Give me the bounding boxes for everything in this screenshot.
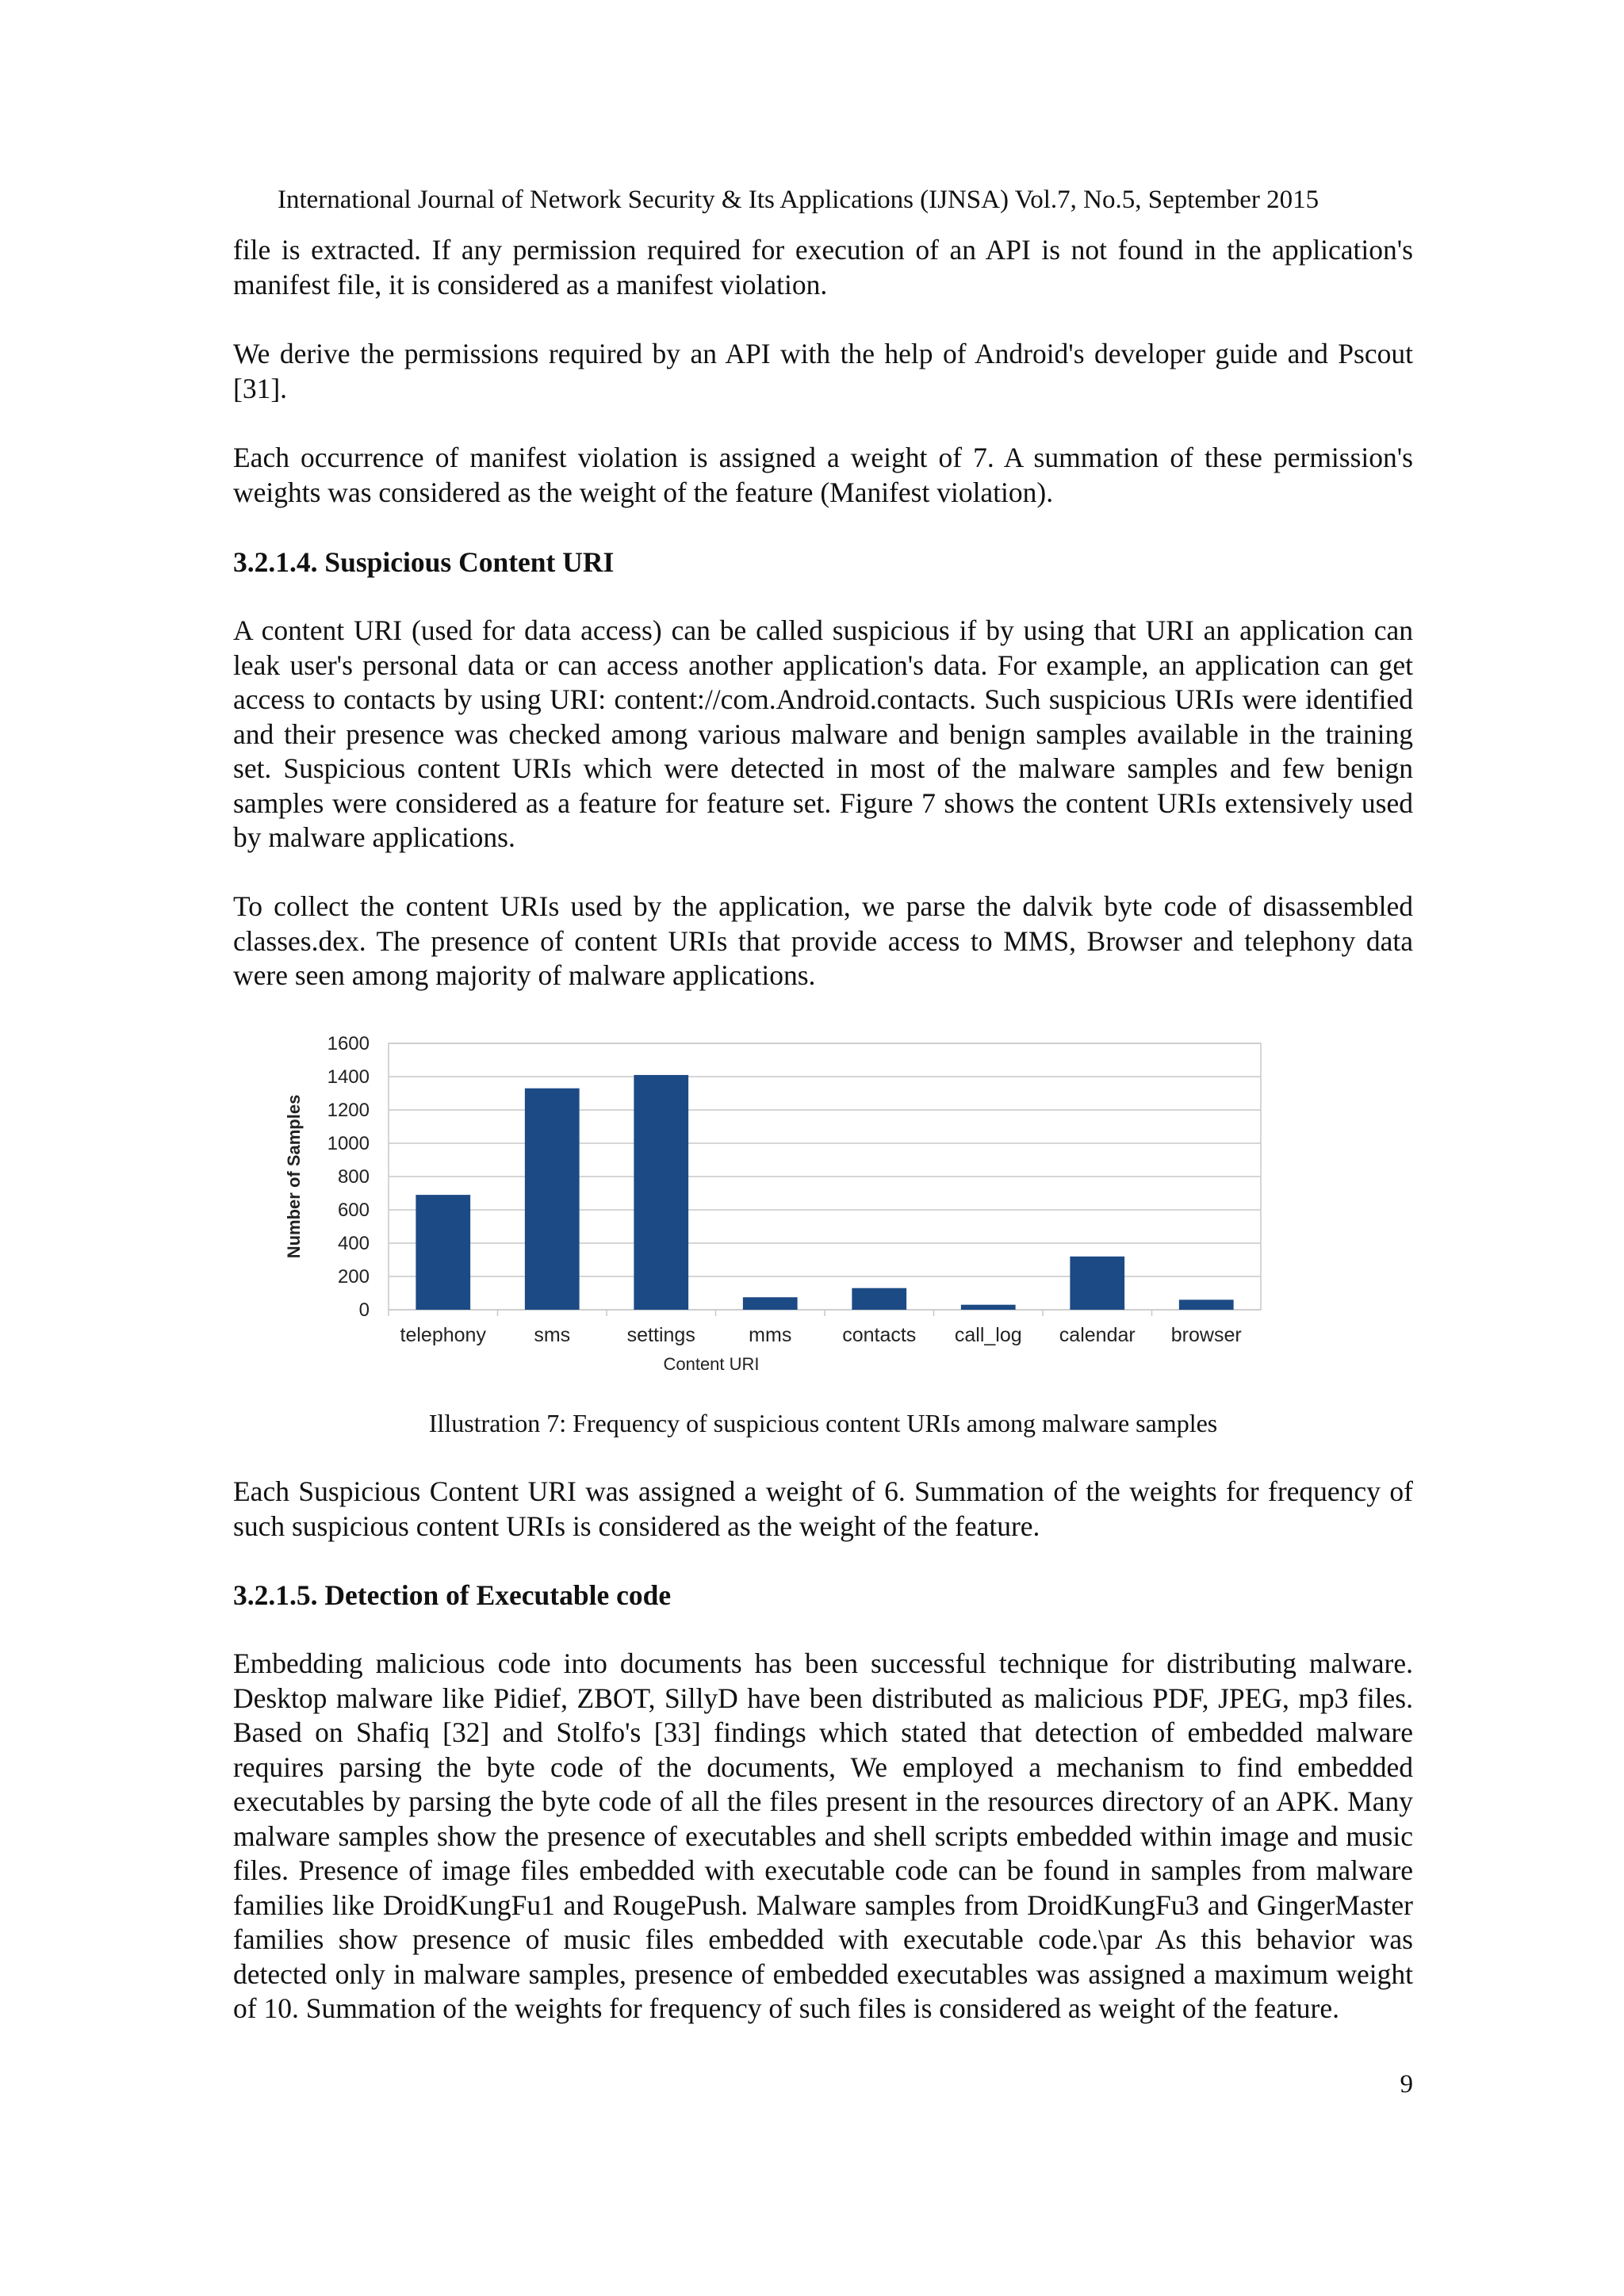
bar-telephony [416, 1195, 470, 1310]
bar-browser [1179, 1299, 1234, 1310]
paragraph-dalvik: To collect the content URIs used by the application, we parse the dalvik byte code of disassembled classes.dex. The presence of content URIs that provide access to MMS, Browser and telephony data were seen among majority of malware applications. [233, 890, 1413, 991]
section-heading-executable-code: 3.2.1.5. Detection of Executable code [233, 1579, 672, 1611]
x-tick-label: telephony [400, 1324, 486, 1346]
bar-settings [634, 1075, 688, 1310]
y-axis-ticks [327, 1033, 370, 1321]
chart-grid [389, 1043, 1261, 1310]
x-axis-ticks [389, 1310, 1242, 1346]
section-heading-content-uri: 3.2.1.4. Suspicious Content URI [233, 546, 615, 578]
y-tick-label: 800 [337, 1166, 370, 1188]
figure-content-uri-chart [278, 1015, 1293, 1387]
paragraph-uri-weight: Each Suspicious Content URI was assigned a weight of 6. Summation of the weights for frequency of such suspicious content URIs is considered as the weight of the feature. [233, 1475, 1413, 1542]
paragraph-executable-code: Embedding malicious code into documents has been successful technique for distributing malware. Desktop malware like Pidief, ZBOT, SillyD have been distributed as malicious PDF, JPEG, mp3 files. Based on Shafiq [32] and Stolfo's [33] findings which stated that detection of embedded malware requires parsing the byte code of the documents, We employed a mechanism to find embedded executables by parsing the byte code of all the files present in the resources directory of an APK. Many malware samples show the presence of executables and shell scripts embedded within image and music files. Presence of image files embedded with executable code can be found in samples from malware families like DroidKungFu1 and RougePush. Malware samples from DroidKungFu3 and GingerMaster families show presence of music files embedded with executable code.\par As this behavior was detected only in malware samples, presence of embedded executables was assigned a maximum weight of 10. Summation of the weights for frequency of such files is considered as weight of the feature. [233, 1647, 1413, 2024]
paragraph-permissions: We derive the permissions required by an API with the help of Android's developer guide and Pscout [31]. [233, 338, 1413, 404]
x-tick-label: mms [749, 1324, 792, 1346]
bar-mms [743, 1297, 798, 1310]
y-tick-label: 0 [358, 1299, 370, 1321]
x-axis-label: Content URI [663, 1354, 760, 1374]
y-tick-label: 1600 [327, 1033, 370, 1054]
y-tick-label: 1400 [327, 1066, 370, 1088]
x-tick-label: sms [534, 1324, 571, 1346]
bar-calendar [1070, 1257, 1124, 1310]
y-tick-label: 400 [337, 1233, 370, 1254]
x-tick-label: call_log [954, 1324, 1022, 1346]
paragraph-content-uri: A content URI (used for data access) can be called suspicious if by using that URI an application can leak user's personal data or can access another application's data. For example, an application can get access to contacts by using URI: content://com.Android.contacts. Such suspicious URIs were identified and their presence was checked among various malware and benign samples available in the training set. Suspicious content URIs which were detected in most of the malware samples and few benign samples were considered as a feature for feature set. Figure 7 shows the content URIs extensively used by malware applications. [233, 614, 1413, 853]
y-tick-label: 600 [337, 1200, 370, 1221]
y-tick-label: 1000 [327, 1133, 370, 1154]
y-tick-label: 200 [337, 1266, 370, 1288]
x-tick-label: settings [626, 1324, 695, 1346]
bar-chart [278, 1015, 1293, 1387]
bar-call-log [961, 1305, 1016, 1310]
x-tick-label: calendar [1059, 1324, 1136, 1346]
figure-caption: Illustration 7: Frequency of suspicious content URIs among malware samples [428, 1409, 1218, 1437]
journal-header: International Journal of Network Security & Its Applications (IJNSA) Vol.7, No.5, September 2015 [278, 186, 1320, 214]
y-tick-label: 1200 [327, 1100, 370, 1121]
bar-sms [525, 1089, 580, 1310]
x-tick-label: browser [1170, 1324, 1242, 1346]
x-tick-label: contacts [842, 1324, 917, 1346]
bar-contacts [852, 1288, 906, 1310]
y-axis-label: Number of Samples [284, 1094, 304, 1259]
paragraph-manifest-weight: Each occurrence of manifest violation is assigned a weight of 7. A summation of these permission's weights was considered as the weight of the feature (Manifest violation). [233, 442, 1413, 508]
page-number: 9 [1400, 2070, 1413, 2099]
paragraph-manifest-violation: file is extracted. If any permission required for execution of an API is not found in the application's manifest file, it is considered as a manifest violation. [233, 234, 1413, 300]
